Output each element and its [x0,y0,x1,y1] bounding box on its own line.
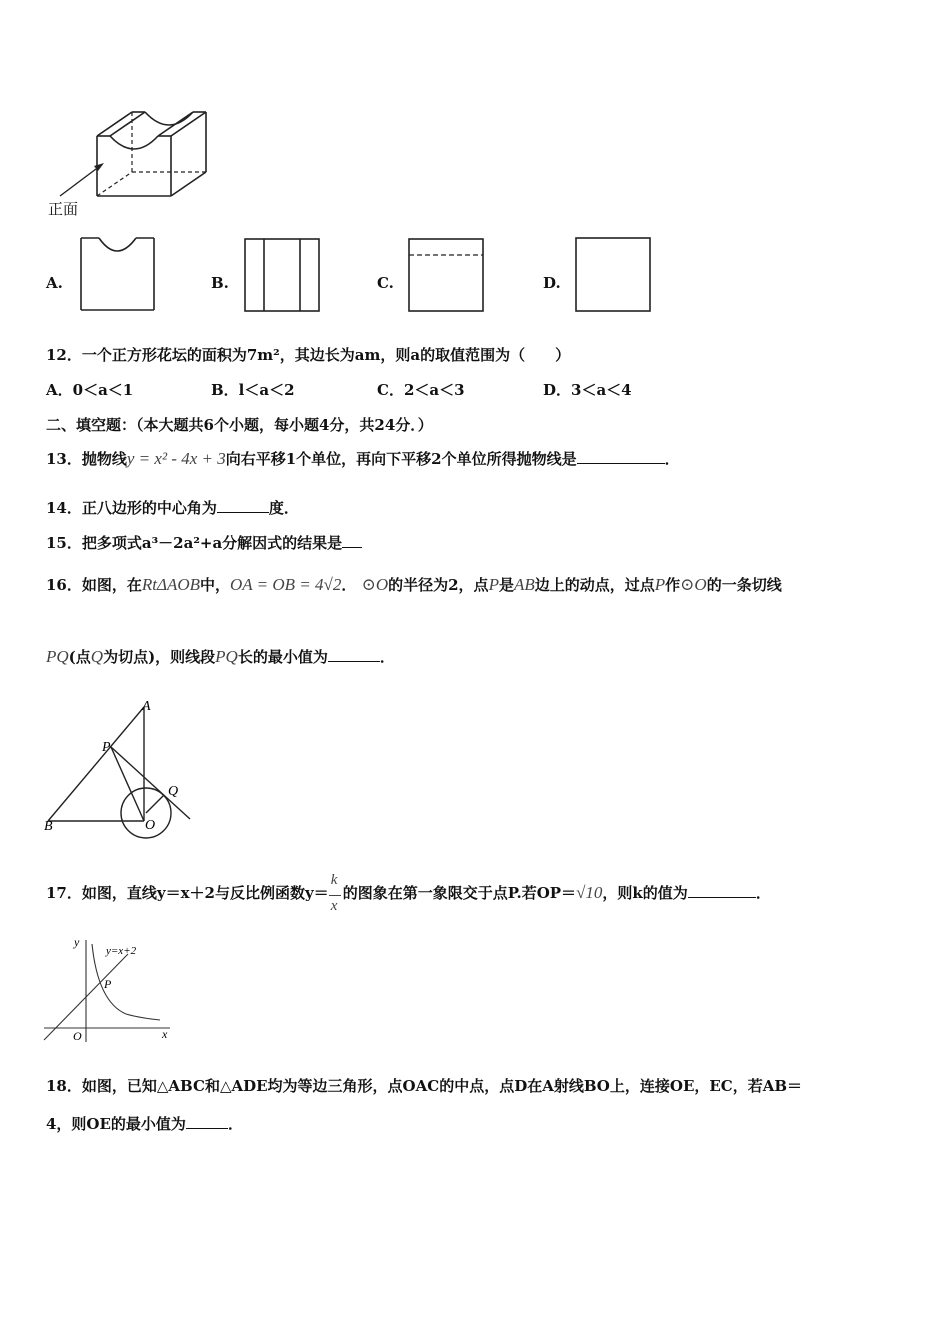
q13-rest: 向右平移1个单位，再向下平移2个单位所得抛物线是 [225,450,577,468]
option-b-label: B. [211,274,229,292]
q16-math: ⊙O [680,575,707,594]
q17-label-x: x [162,1027,168,1041]
q16-text: 长的最小值为 [237,648,328,666]
q17-frac-num: k [330,872,338,888]
option-b-figure [243,236,323,314]
q17-text: ，则k的值为 [602,884,688,902]
option-a-figure [78,234,158,314]
q12-option-c: C．2＜a＜3 [377,381,465,399]
q17-label-y: y [74,935,80,949]
q13-formula: y = x² - 4x + 3 [126,449,226,468]
q18-line1: 18．如图，已知△ABC和△ADE均为等边三角形，点OAC的中点，点D在A射线BO上，连接OE，EC，若AB＝ [46,1077,803,1095]
option-d-figure [574,236,654,314]
q17-blank [688,885,756,898]
q16-text: 16．如图，在 [46,576,142,594]
option-c-figure [407,236,487,314]
q14-blank [217,500,269,513]
q17-figure [40,932,180,1048]
q16-text: 边上的动点，过点 [534,576,655,594]
q18-end: ． [227,1115,243,1133]
section-title: 二、填空题：（本大题共6个小题，每小题4分，共24分．） [46,416,433,434]
q16-text: 作 [665,576,681,594]
q16-text: 为切点)，则线段 [103,648,216,666]
q16-figure [40,695,210,845]
q15-blank [342,535,362,548]
q16-text: ． [379,648,395,666]
q16-text: 的半径为2，点 [388,576,489,594]
q17-label-p: P [104,977,112,991]
q12-option-b: B．l＜a＜2 [211,381,295,399]
q17 [46,872,771,914]
q18-line2 [46,1113,243,1134]
q16-label-q: Q [168,784,179,799]
q14-pre: 14．正八边形的中心角为 [46,499,217,517]
q16-blank [328,649,380,662]
q16-math: OA = OB = 4√2 [230,575,342,594]
q13-end: ． [664,450,680,468]
q16-math: PQ [46,647,69,666]
q17-sqrt: √10 [576,883,603,902]
q16-text: 的一条切线 [706,576,782,594]
option-d-label: D. [543,274,561,292]
q16-math: ⊙O [361,575,389,594]
q12-option-a: A．0＜a＜1 [46,381,134,399]
option-c-label: C. [377,274,394,292]
q16-label-p: P [102,740,111,755]
q17-frac-den: x [330,898,338,914]
q14 [46,497,299,518]
q16-math: Q [90,647,104,666]
q17-label-o: O [73,1029,82,1043]
q13-blank [577,451,665,464]
q16-math: PQ [215,647,238,666]
q13-num: 13．抛物线 [46,450,127,468]
front-label: 正面 [48,200,79,218]
q12-stem: 12．一个正方形花坛的面积为7m²，其边长为am，则a的取值范围为（ ） [46,346,571,364]
q17-label-line: y=x+2 [106,945,137,957]
q14-post: 度． [268,499,299,517]
q16-math: P [654,575,666,594]
q16-label-o: O [145,818,156,833]
q16-line1 [46,574,782,595]
q18-text: 4，则OE的最小值为 [46,1115,186,1133]
q13 [46,448,680,469]
q16-label-b: B [44,819,53,834]
q16-math: RtΔAOB [141,575,201,594]
q17-text: 17．如图，直线y＝x＋2与反比例函数y＝ [46,884,329,902]
q17-frac-bar [329,895,341,896]
q16-line2 [46,646,395,667]
q12-option-d: D．3＜a＜4 [543,381,632,399]
q16-label-a: A [142,699,151,714]
q18-blank [186,1116,228,1129]
q16-text: 中， [200,576,231,594]
q15 [46,532,362,553]
q16-math: P [488,575,499,594]
q17-text: 的图象在第一象限交于点P.若OP＝ [342,884,577,902]
q16-text: 是 [498,576,514,594]
q17-text: ． [755,884,771,902]
q16-math: AB [513,575,535,594]
option-a-label: A. [46,274,63,292]
q16-text: ． [341,576,357,594]
q15-pre: 15．把多项式a³－2a²+a分解因式的结果是 [46,534,343,552]
q16-text: (点 [68,648,91,666]
